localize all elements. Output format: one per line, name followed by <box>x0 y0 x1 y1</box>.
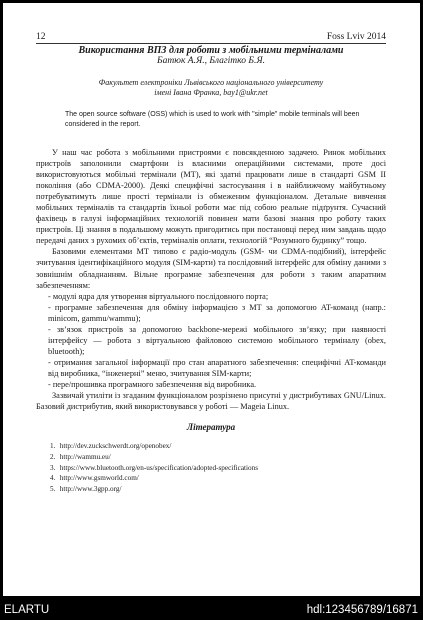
running-header <box>36 33 386 44</box>
affiliation-line: Факультет електроніки Львівського національного університету <box>98 78 324 87</box>
paper-authors: Батюк А.Я., Благітко Б.Я. <box>157 56 265 66</box>
handle-id: hdl:123456789/16871 <box>306 604 418 616</box>
conference-name: Foss Lviv 2014 <box>326 32 386 42</box>
paragraph: Зазвичай утиліти із згаданим функціоналом розрізнено присутні у дистрибутивах GNU/Linux. Базовий дистрибутив, який використовувався у роботі — Mageia Linux. <box>36 391 386 412</box>
document-page <box>3 3 420 596</box>
reference-link[interactable]: http://www.3gpp.org/ <box>59 484 122 493</box>
paper-title: Використання ВПЗ для роботи з мобільними терміналами <box>78 45 344 56</box>
affiliation-line: імені Івана Франка, bay1@ukr.net <box>154 88 268 97</box>
list-item: - отримання загальної інформації про стан апаратного забезпечення: специфічні AT-команди від виробника, “інженерні” меню, зчитування SIM-карти; <box>48 357 386 378</box>
repository-name: ELARTU <box>4 604 50 616</box>
literature-heading: Література <box>186 422 236 433</box>
reference-item: 5. http://www.3gpp.org/ <box>50 484 122 493</box>
list-item: - пере/прошивка програмного забезпечення від виробника. <box>48 379 257 389</box>
paragraph: Базовими елементами МТ типово є радіо-модуль (GSM- чи CDMA-подібний), інтерфейс зчитування ідентифікаційного модуля (SIM-карти) та послідовний інтерфейс для обміну даними з зовнішнім обладнанням. Вільне програмне забезпечення для роботи з таким апаратним забезпеченням: <box>36 247 386 290</box>
repository-footer <box>0 600 423 620</box>
reference-link[interactable]: https://www.bluetooth.org/en-us/specification/adopted-specifications <box>59 463 259 472</box>
page-number: 12 <box>36 32 46 42</box>
reference-item: 3. https://www.bluetooth.org/en-us/specification/adopted-specifications <box>50 463 259 472</box>
affiliation <box>36 78 386 98</box>
abstract: The open source software (OSS) which is used to work with "simple" mobile terminals will been considered in the report. <box>65 111 360 128</box>
reference-link[interactable]: http://wammu.eu/ <box>59 452 111 461</box>
list-item: - програмне забезпечення для обміну інформацією з МТ за допомогою AT-команд (напр.: minicom, gammu/wammu); <box>48 302 386 323</box>
paragraph: У наш час робота з мобільними пристроями є повсякденною задачею. Ринок мобільних пристроїв заполонили смартфони із власними операційними системами, проте досі використовуються мобільні термінали (МТ), які здатні працювати лише в стандарті GSM II покоління (або CDMA-2000). Деякі специфічні застосування і в найближчому майбутньому потребуватимуть лише прості термінали із обмеженим функціоналом. Детальне вивчення мобільних терміналів та стандартів їхньої роботи має під собою реальне підґрунтя. Сучасний фахівець в галузі інформаційних технологій повинен мати базові знання про роботу таких пристроїв. Ці знання в подальшому можуть пригодитись при постановці перед ним завдань щодо передачі даних з рухомих об’єктів, терміналів оплати, технологій “Розумного будинку” тощо. <box>36 148 386 246</box>
body-text <box>36 147 386 412</box>
reference-list <box>36 441 386 495</box>
reference-item: 4. http://www.gsmworld.com/ <box>50 474 139 483</box>
list-item: - зв’язок пристроїв за допомогою backbone-мережі мобільного зв’язку; при наявності інтерфейсу — робота з віртуальною файловою системою мобільного терміналу (obex, bluetooth); <box>48 324 386 356</box>
reference-link[interactable]: http://www.gsmworld.com/ <box>59 474 139 483</box>
reference-item: 2. http://wammu.eu/ <box>50 452 111 461</box>
reference-item: 1. http://dev.zuckschwerdt.org/openobex/ <box>50 442 172 451</box>
list-item: - модулі ядра для утворення віртуального послідовного порта; <box>48 291 269 301</box>
reference-link[interactable]: http://dev.zuckschwerdt.org/openobex/ <box>59 442 172 451</box>
